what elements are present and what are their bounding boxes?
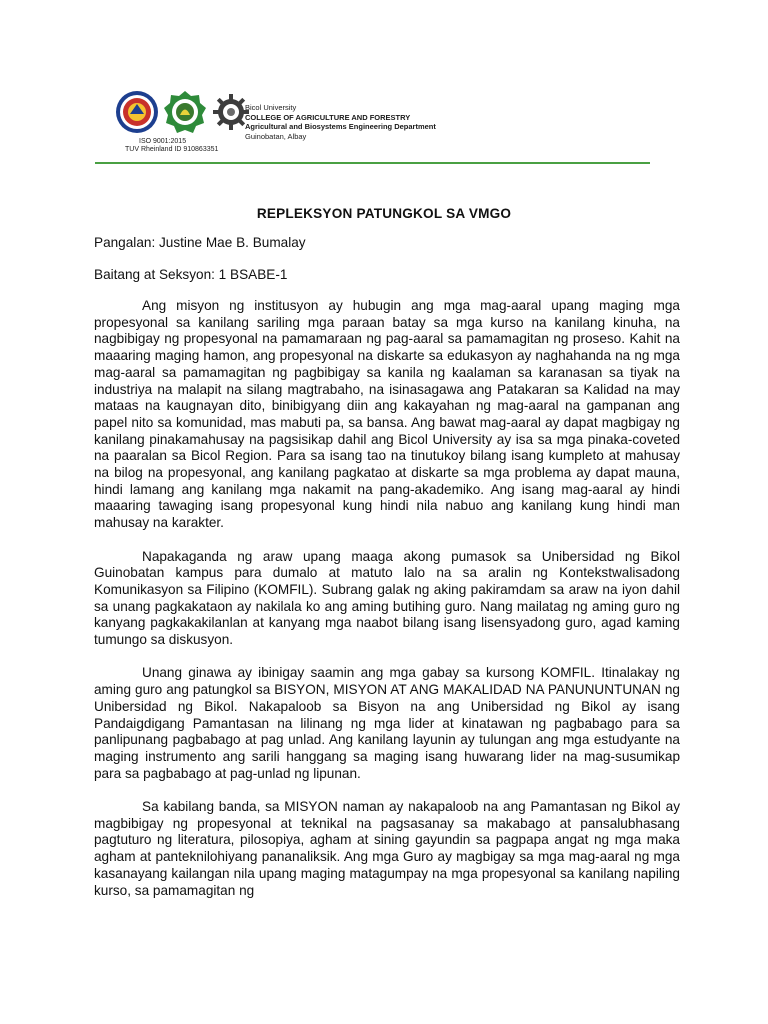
paragraph: Unang ginawa ay ibinigay saamin ang mga gabay sa kursong KOMFIL. Itinalakay ng aming guro ang patungkol sa BISYON, MISYON AT ANG MAKALIDAD NA PANUNUNTUNAN ng Unibersidad ng Bikol. Nakapaloob sa Bisyon na ang Unibersidad ng Bikol ay isang Pandaigdigang Pamantasan na lilinang ng mga lider at kinatawan ng pagbabago para sa panlipunang pagbabago at pag unlad. Ang kanilang layunin ay tulungan ang mga estudyante na maging instrumento ang sarili hanggang sa maging isang huwarang lider na mag-susumikap para sa pagbabago at pag-unlad ng lipunan. [94,665,680,781]
reflection-body [94,298,680,916]
iso-certification [125,138,218,154]
paragraph: Ang misyon ng institusyon ay hubugin ang mga mag-aaral upang maging mga propesyonal sa kanilang sariling mga paraan batay sa mga kurso na kanilang kinuha, na nagbibigay ng propesyonal na pamamaraan ng pag-aaral sa pamamagitan ng proseso. Kahit na maaaring maging hamon, ang propesyonal na diskarte sa edukasyon ay naghahanda na ng mga mag-aaral sa pamamagitan ng pagbibigay sa kanila ng kaalaman sa karanasan sa tiyak na industriya na malapit na silang magtrabaho, na isinasagawa ang Patakaran sa Kalidad na may mataas na kaugnayan dito, binibigyang diin ang kakayahan ng mag-aaral na gampanan ang papel nito sa komunidad, mas mabuti pa, sa bansa. Ang bawat mag-aaral ay dapat magbigay ng kanilang pinakamahusay na pagsisikap dahil ang Bicol University ay isa sa mga pinaka-coveted na paaralan sa Bicol Region. Para sa isang tao na tinutukoy bilang isang kumpleto at mahusay na bilog na propesyonal, ang kanilang pagkatao at diskarte sa mga problema ay dapat mauna, hindi lamang ang kanilang mga nakamit na pang-akademiko. Ang isang mag-aaral ay hindi maaaring tawaging isang propesyonal kung hindi nila nabuo ang kanilang kung hindi man mahusay na karakter. [94,298,680,531]
grade-section: Baitang at Seksyon: 1 BSABE-1 [94,267,288,282]
paragraph: Napakaganda ng araw upang maaga akong pumasok sa Unibersidad ng Bikol Guinobatan kampus para dumalo at matuto lalo na sa aralin ng Kontekstwalisadong Komunikasyon sa Filipino (KOMFIL). Subrang galak ng aking pakiramdam sa araw na iyon dahil sa unang pagkakataon ay nakilala ko ang aming butihing guro. Nang mailatag ng aming guro ng kanyang pagkakakilanlan at kanyang mga naabot bilang isang lisensyadong guro, agad kaming tumungo sa diskusyon. [94,548,680,648]
paragraph: Sa kabilang banda, sa MISYON naman ay nakapaloob na ang Pamantasan ng Bikol ay magbibigay ng propesyonal at teknikal na pagsasanay sa makabago at pansalubhasang pagtuturo ng literatura, pilosopiya, agham at sining gayundin sa pagpapa angat ng mga maka agham at panteknilohiyang pananaliksik. Ang mga Guro ay magbigay sa mga mag-aaral ng mga kasanayang kailangan nila upang maging matagumpay na mga propesyonal sa kanilang napiling kurso, sa pamamagitan ng [94,799,680,898]
institution-block [245,103,436,141]
iso-line-2: TUV Rheinland ID 910863351 [125,146,219,153]
iso-line-1: ISO 9001:2015 [139,138,187,145]
college-seal-icon [163,90,207,134]
header-divider [95,162,650,164]
document-title: REPLEKSYON PATUNGKOL SA VMGO [256,206,512,221]
bicol-university-seal-icon [115,90,159,134]
engineering-gear-icon [213,94,249,130]
letterhead [95,84,650,168]
college-name: COLLEGE OF AGRICULTURE AND FORESTRY [245,112,411,122]
department-name: Agricultural and Biosystems Engineering Department [245,122,436,131]
campus-location: Guinobatan, Albay [245,131,307,141]
logo-group [115,90,247,145]
student-name: Pangalan: Justine Mae B. Bumalay [94,235,306,250]
university-name: Bicol University [245,103,297,112]
